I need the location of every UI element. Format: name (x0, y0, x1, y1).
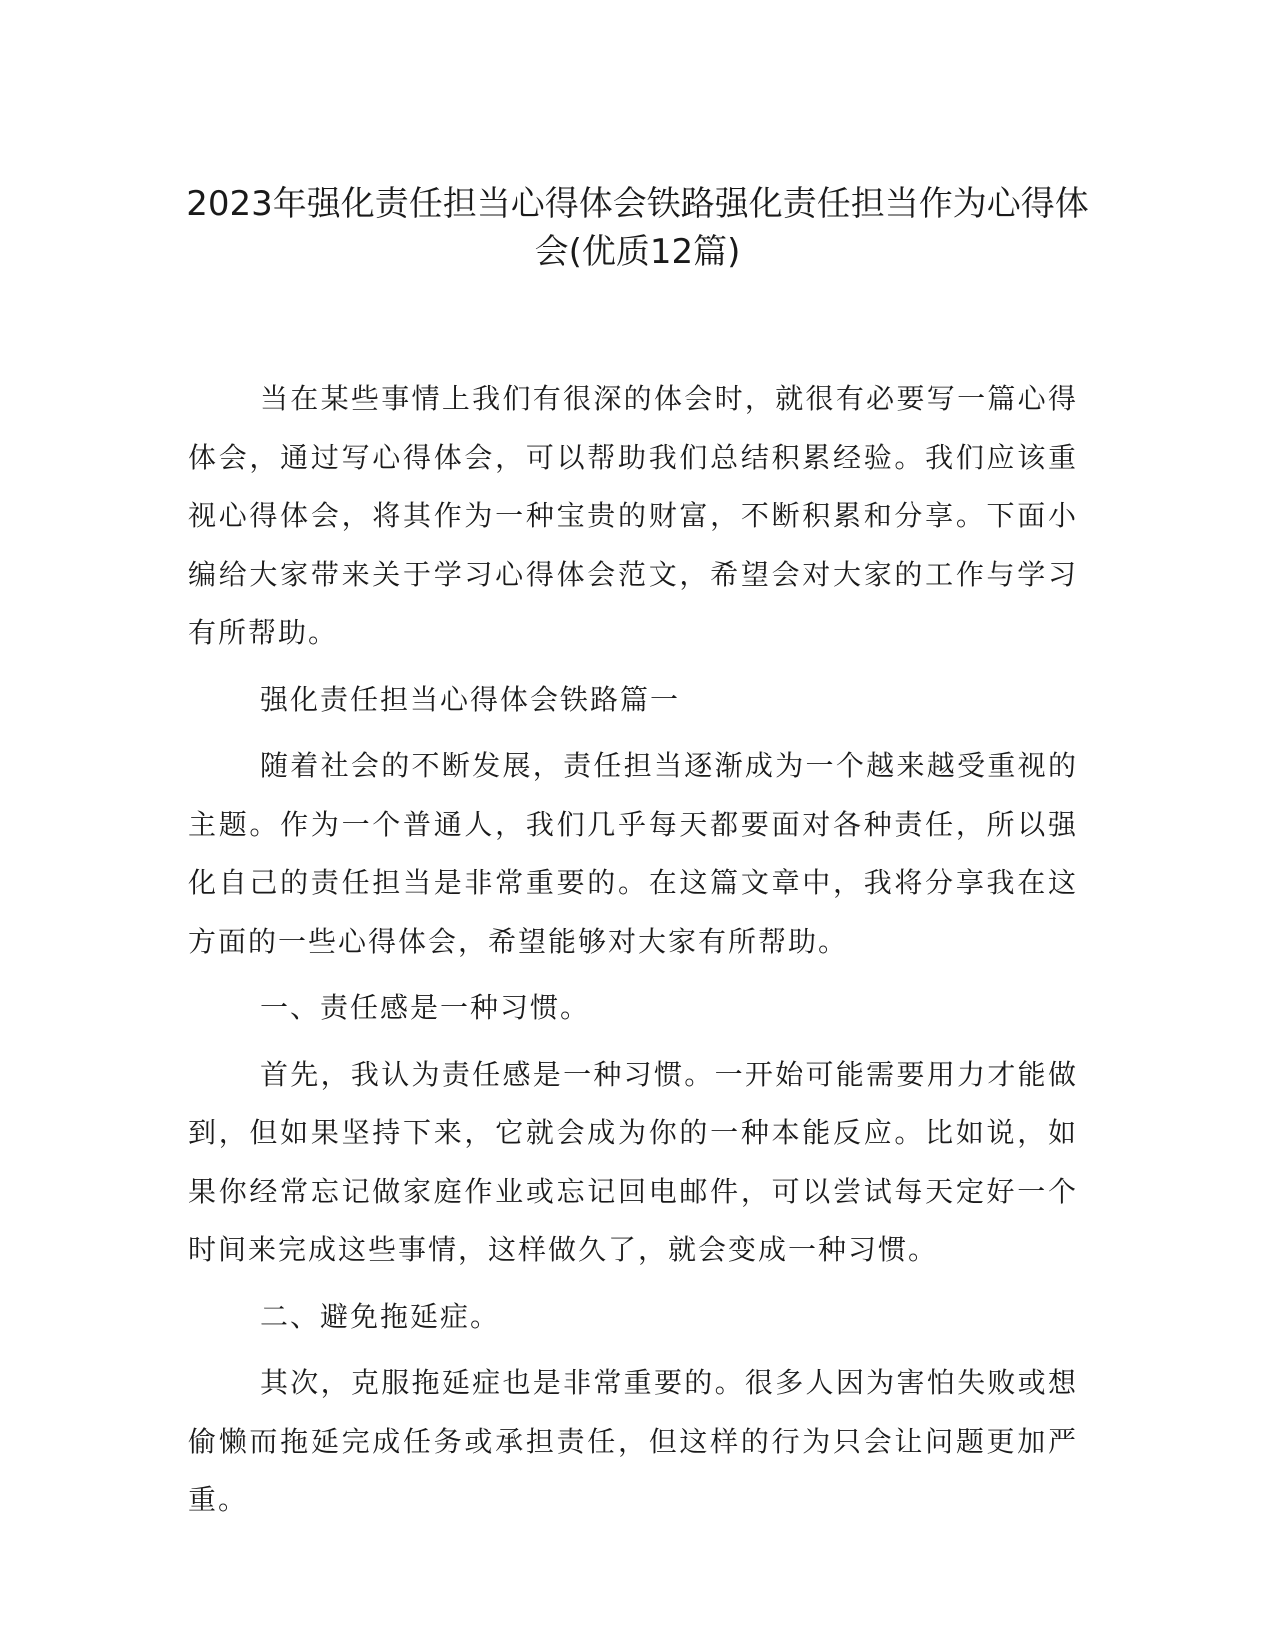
body-paragraph: 首先，我认为责任感是一种习惯。一开始可能需要用力才能做到，但如果坚持下来，它就会成为你的一种本能反应。比如说，如果你经常忘记做家庭作业或忘记回电邮件，可以尝试每天定好一个时间来完成这些事情，这样做久了，就会变成一种习惯。 (188, 1057, 1078, 1266)
subheading: 一、责任感是一种习惯。 (260, 991, 591, 1024)
document-body (188, 370, 1078, 1538)
section-heading: 强化责任担当心得体会铁路篇一 (260, 682, 681, 716)
intro-paragraph: 当在某些事情上我们有很深的体会时，就很有必要写一篇心得体会，通过写心得体会，可以帮助我们总结积累经验。我们应该重视心得体会，将其作为一种宝贵的财富，不断积累和分享。下面小编给大家带来关于学习心得体会范文，希望会对大家的工作与学习有所帮助。 (188, 382, 1078, 649)
subheading: 二、避免拖延症。 (260, 1299, 501, 1333)
body-paragraph: 其次，克服拖延症也是非常重要的。很多人因为害怕失败或想偷懒而拖延完成任务或承担责任，但这样的行为只会让问题更加严重。 (188, 1366, 1078, 1516)
document-title: 2023年强化责任担当心得体会铁路强化责任担当作为心得体会(优质12篇) (186, 184, 1089, 272)
body-paragraph: 随着社会的不断发展，责任担当逐渐成为一个越来越受重视的主题。作为一个普通人，我们几乎每天都要面对各种责任，所以强化自己的责任担当是非常重要的。在这篇文章中，我将分享我在这方面的一些心得体会，希望能够对大家有所帮助。 (188, 749, 1078, 958)
